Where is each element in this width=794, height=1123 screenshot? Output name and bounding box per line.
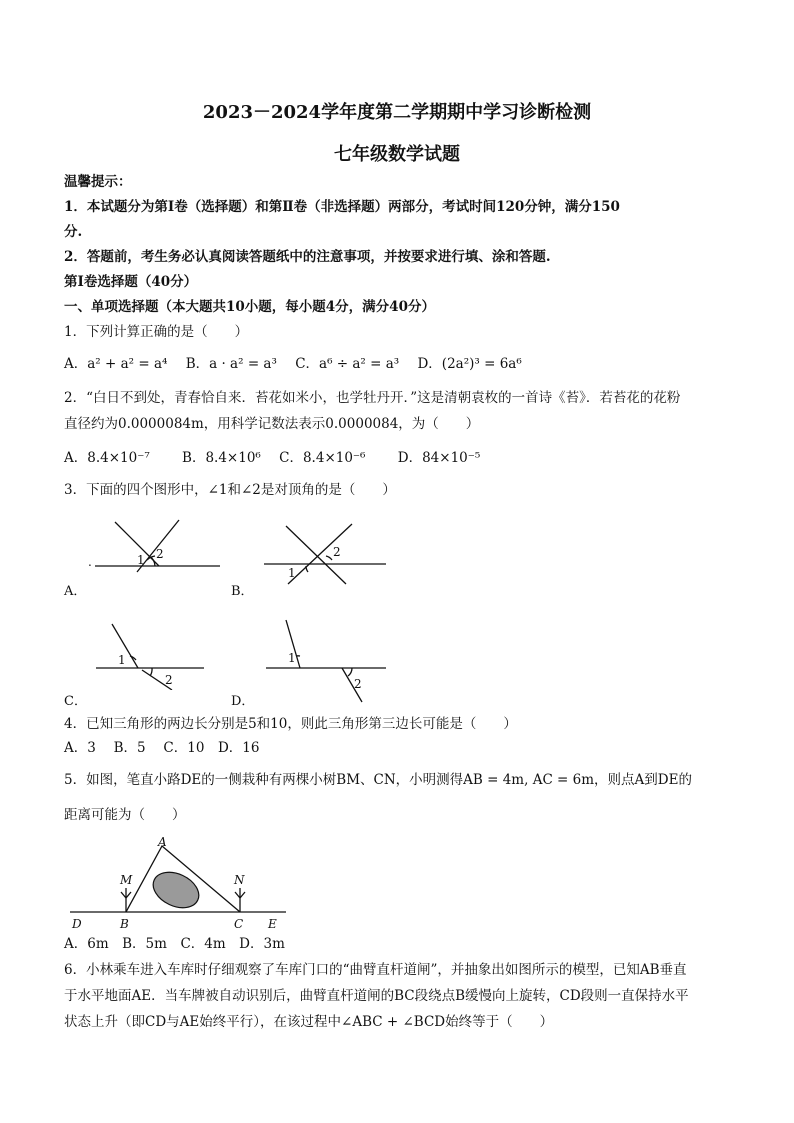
- point-e-label: E: [268, 917, 277, 931]
- q2-options: [64, 448, 494, 468]
- q3-figure-c: [92, 620, 212, 690]
- q1-option-d: D．(2a²)³ = 6a⁶: [417, 356, 522, 372]
- q3-figure-b: [260, 518, 390, 586]
- arc-2: [348, 668, 352, 676]
- q5-figure: [64, 836, 294, 932]
- angle-1-label: 1: [137, 553, 145, 567]
- q2-option-a: A．8.4×10⁻⁷: [64, 450, 150, 466]
- point-b-label: B: [120, 917, 129, 931]
- dot-mark: .: [88, 555, 92, 569]
- q6-line-3: 状态上升（即CD与AE始终平行），在该过程中∠ABC + ∠BCD始终等于（ ）: [64, 1014, 554, 1030]
- q3-label-d: D．: [231, 694, 255, 709]
- q3-label-c: C．: [64, 694, 87, 709]
- point-d-label: D: [72, 917, 82, 931]
- page-title: 2023－2024学年度第二学期期中学习诊断检测: [202, 102, 592, 123]
- q4-options: A．3 B．5 C．10 D．16: [64, 740, 260, 756]
- point-n-label: N: [234, 873, 245, 887]
- angle-2-label: 2: [354, 677, 362, 691]
- q1-option-a: A．a² + a² = a⁴: [64, 356, 168, 372]
- q5-stem: 5．如图，笔直小路DE的一侧栽种有两棵小树BM、CN，小明测得AB = 4m, AC = 6m，则点A到DE的: [64, 772, 692, 788]
- q2-option-b: B．8.4×10⁶: [182, 450, 261, 466]
- q3-label-b: B．: [231, 584, 254, 599]
- q1-option-c: C．a⁶ ÷ a² = a³: [295, 356, 400, 372]
- arc-2: [326, 556, 332, 560]
- part1-heading: 第Ⅰ卷选择题（40分）: [64, 274, 198, 290]
- tip-2: 2．答题前，考生务必认真阅读答题纸中的注意事项，并按要求进行填、涂和答题.: [64, 249, 551, 265]
- tip-1: 1．本试题分为第Ⅰ卷（选择题）和第Ⅱ卷（非选择题）两部分，考试时间120分钟，满分150: [64, 199, 620, 215]
- q2-stem-cont: 直径约为0.0000084m，用科学记数法表示0.0000084，为（ ）: [64, 416, 480, 432]
- q2-stem: 2．“白日不到处，青春恰自来．苔花如米小，也学牡丹开．”这是清朝袁枚的一首诗《苔》．若苔花的花粉: [64, 390, 681, 406]
- point-a-label: A: [158, 836, 167, 849]
- angle-1-label: 1: [118, 653, 126, 667]
- q1-option-b: B．a · a² = a³: [185, 356, 277, 372]
- q2-option-c: C．8.4×10⁻⁶: [279, 450, 366, 466]
- q2-option-d: D．84×10⁻⁵: [397, 450, 481, 466]
- tip-1-cont: 分.: [64, 224, 83, 240]
- angle-2-label: 2: [333, 545, 341, 559]
- q5-options: A．6m B．5m C．4m D．3m: [64, 936, 285, 952]
- section-heading: 一、单项选择题（本大题共10小题，每小题4分，满分40分）: [64, 299, 435, 315]
- tips-heading: 温馨提示：: [64, 174, 132, 190]
- angle-2-label: 2: [165, 673, 173, 687]
- q6-line-2: 于水平地面AE．当车牌被自动识别后，曲臂直杆道闸的BC段绕点B缓慢向上旋转，CD段则一直保持水平: [64, 988, 689, 1004]
- q4-stem: 4．已知三角形的两边长分别是5和10，则此三角形第三边长可能是（ ）: [64, 716, 517, 732]
- pond-ellipse: [147, 865, 204, 914]
- point-m-label: M: [120, 873, 133, 887]
- arc-2: [150, 668, 152, 676]
- ray-ascending: [288, 524, 352, 584]
- point-c-label: C: [234, 917, 244, 931]
- q3-label-a: A．: [64, 584, 87, 599]
- q1-options: [64, 354, 536, 374]
- angle-1-label: 1: [288, 566, 296, 580]
- q6-line-1: 6．小林乘车进入车库时仔细观察了车库门口的“曲臂直杆道闸”，并抽象出如图所示的模型，已知AB垂直: [64, 962, 687, 978]
- q1-stem: 1．下列计算正确的是（ ）: [64, 324, 249, 340]
- q3-stem: 3．下面的四个图形中，∠1和∠2是对顶角的是（ ）: [64, 482, 396, 498]
- page-subtitle: 七年级数学试题: [334, 144, 460, 165]
- angle-1-label: 1: [288, 651, 296, 665]
- q5-stem-cont: 距离可能为（ ）: [64, 807, 186, 823]
- angle-2-label: 2: [156, 547, 164, 561]
- q3-figure-d: [262, 616, 392, 706]
- q3-figure-a: [85, 516, 225, 576]
